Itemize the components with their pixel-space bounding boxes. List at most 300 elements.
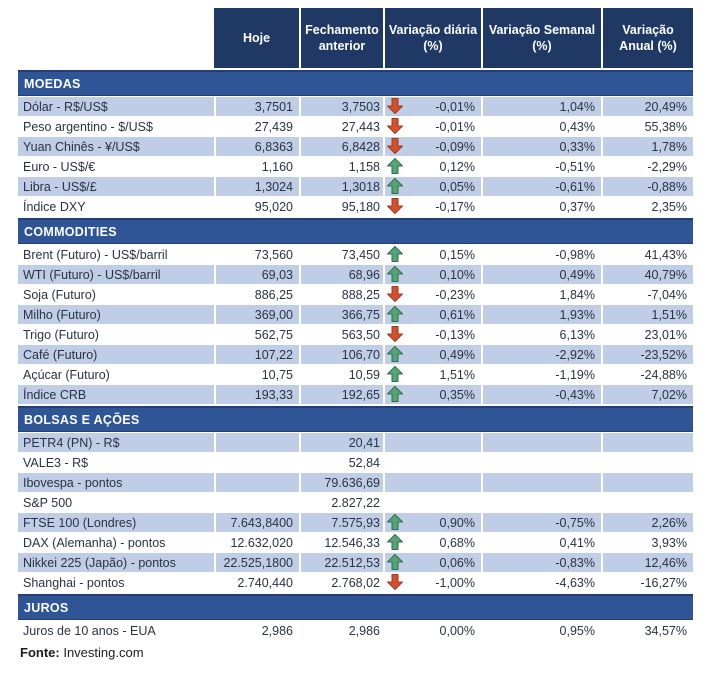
row-label <box>18 157 214 176</box>
value-hoje <box>214 305 299 324</box>
column-header-text: Variação Semanal <box>488 22 596 37</box>
row-label <box>18 137 214 156</box>
table-row-milho-futuro <box>18 305 693 324</box>
row-label <box>18 177 214 196</box>
value-variacao-diaria-text: -0,01% <box>435 119 475 134</box>
trend-down-icon <box>386 138 403 155</box>
value-hoje <box>214 573 299 592</box>
value-fechamento-anterior-text: 52,84 <box>348 455 380 470</box>
value-variacao-diaria-text: 0,06% <box>439 555 475 570</box>
value-fechamento-anterior-text: 10,59 <box>348 367 380 382</box>
column-header-anual <box>601 8 693 68</box>
value-hoje-text: 2,986 <box>261 623 293 638</box>
value-variacao-diaria-text: 0,61% <box>439 307 475 322</box>
value-fechamento-anterior-text: 888,25 <box>341 287 380 302</box>
value-hoje <box>214 433 299 452</box>
value-variacao-semanal-text: 0,37% <box>559 199 595 214</box>
row-label-text: VALE3 - R$ <box>23 455 89 470</box>
row-label-text: DAX (Alemanha) - pontos <box>23 535 166 550</box>
table-row-soja-futuro <box>18 285 693 304</box>
value-variacao-anual <box>601 305 693 324</box>
value-variacao-anual <box>601 553 693 572</box>
value-fechamento-anterior <box>299 157 383 176</box>
value-hoje-text: 3,7501 <box>254 99 293 114</box>
value-variacao-semanal <box>481 573 601 592</box>
value-fechamento-anterior <box>299 197 383 216</box>
row-label-text: Juros de 10 anos - EUA <box>23 623 156 638</box>
trend-up-icon <box>386 346 403 363</box>
value-hoje <box>214 137 299 156</box>
value-fechamento-anterior <box>299 365 383 384</box>
value-hoje-text: 193,33 <box>254 387 293 402</box>
value-variacao-diaria <box>383 305 481 324</box>
value-fechamento-anterior-text: 20,41 <box>348 435 380 450</box>
value-variacao-semanal-text: 0,95% <box>559 623 595 638</box>
value-variacao-semanal <box>481 245 601 264</box>
value-variacao-diaria <box>383 573 481 592</box>
value-variacao-diaria <box>383 385 481 404</box>
value-variacao-anual-text: -23,52% <box>640 347 687 362</box>
value-variacao-diaria-text: 0,05% <box>439 179 475 194</box>
column-header-text: (%) <box>532 39 552 53</box>
table-row-peso-argentino-us <box>18 117 693 136</box>
table-row-vale3-r <box>18 453 693 472</box>
row-label-text: Café (Futuro) <box>23 347 98 362</box>
value-variacao-diaria-text: -1,00% <box>435 575 475 590</box>
value-fechamento-anterior-text: 3,7503 <box>341 99 380 114</box>
value-variacao-diaria-text: 0,10% <box>439 267 475 282</box>
value-variacao-diaria <box>383 621 481 640</box>
row-label-text: Dólar - R$/US$ <box>23 99 108 114</box>
value-variacao-diaria <box>383 197 481 216</box>
trend-down-icon <box>386 198 403 215</box>
value-variacao-anual-text: 12,46% <box>644 555 687 570</box>
value-variacao-semanal-text: 6,13% <box>559 327 595 342</box>
value-fechamento-anterior-text: 7.575,93 <box>331 515 380 530</box>
value-fechamento-anterior <box>299 473 383 492</box>
header-spacer <box>18 8 214 68</box>
value-hoje-text: 7.643,8400 <box>230 515 293 530</box>
value-variacao-semanal <box>481 285 601 304</box>
value-hoje-text: 10,75 <box>261 367 293 382</box>
row-label-text: Índice CRB <box>23 387 87 402</box>
value-hoje <box>214 513 299 532</box>
value-variacao-diaria <box>383 177 481 196</box>
value-fechamento-anterior <box>299 385 383 404</box>
value-fechamento-anterior-text: 106,70 <box>341 347 380 362</box>
row-label <box>18 245 214 264</box>
value-variacao-diaria-text: -0,23% <box>435 287 475 302</box>
trend-up-icon <box>386 158 403 175</box>
table-row-ftse-100-londres <box>18 513 693 532</box>
table-row-brent-futuro-us-barril <box>18 245 693 264</box>
value-variacao-semanal <box>481 265 601 284</box>
value-fechamento-anterior-text: 563,50 <box>341 327 380 342</box>
row-label <box>18 453 214 472</box>
value-hoje-text: 27,439 <box>254 119 293 134</box>
value-variacao-semanal-text: 1,04% <box>559 99 595 114</box>
value-variacao-anual-text: -7,04% <box>647 287 687 302</box>
row-label <box>18 533 214 552</box>
row-label <box>18 365 214 384</box>
value-variacao-diaria <box>383 265 481 284</box>
column-headers <box>214 8 693 68</box>
value-fechamento-anterior <box>299 245 383 264</box>
trend-up-icon <box>386 178 403 195</box>
value-variacao-diaria <box>383 97 481 116</box>
value-variacao-anual <box>601 433 693 452</box>
table-row-wti-futuro-us-barril <box>18 265 693 284</box>
value-variacao-semanal <box>481 365 601 384</box>
value-variacao-anual-text: 55,38% <box>644 119 687 134</box>
value-hoje-text: 1,160 <box>261 159 293 174</box>
value-variacao-anual <box>601 197 693 216</box>
value-variacao-anual-text: -24,88% <box>640 367 687 382</box>
value-variacao-diaria <box>383 533 481 552</box>
value-variacao-semanal-text: 1,84% <box>559 287 595 302</box>
value-variacao-semanal <box>481 97 601 116</box>
value-hoje <box>214 177 299 196</box>
value-variacao-semanal <box>481 385 601 404</box>
trend-icon-empty <box>386 494 403 511</box>
trend-up-icon <box>386 266 403 283</box>
value-hoje <box>214 325 299 344</box>
value-fechamento-anterior-text: 2.827,22 <box>331 495 380 510</box>
value-variacao-semanal <box>481 157 601 176</box>
value-variacao-semanal-text: -0,83% <box>555 555 595 570</box>
value-variacao-anual-text: 2,35% <box>651 199 687 214</box>
value-fechamento-anterior-text: 1,158 <box>348 159 380 174</box>
row-label <box>18 305 214 324</box>
table-row-juros-de-10-anos-eua <box>18 621 693 640</box>
trend-icon-empty <box>386 454 403 471</box>
value-variacao-diaria-text: -0,13% <box>435 327 475 342</box>
trend-up-icon <box>386 514 403 531</box>
value-fechamento-anterior <box>299 265 383 284</box>
value-variacao-anual-text: 7,02% <box>651 387 687 402</box>
table-header-row <box>18 8 693 68</box>
value-variacao-anual-text: 41,43% <box>644 247 687 262</box>
table-row-ibovespa-pontos <box>18 473 693 492</box>
value-variacao-semanal-text: 1,93% <box>559 307 595 322</box>
value-hoje-text: 886,25 <box>254 287 293 302</box>
trend-up-icon <box>386 534 403 551</box>
value-variacao-semanal-text: -2,92% <box>555 347 595 362</box>
value-variacao-diaria-text: 0,49% <box>439 347 475 362</box>
value-variacao-diaria <box>383 365 481 384</box>
value-variacao-anual-text: -16,27% <box>640 575 687 590</box>
trend-down-icon <box>386 574 403 591</box>
column-header-fechamento <box>299 8 383 68</box>
row-label <box>18 493 214 512</box>
value-variacao-semanal <box>481 513 601 532</box>
value-hoje <box>214 365 299 384</box>
value-variacao-diaria <box>383 117 481 136</box>
row-label <box>18 97 214 116</box>
row-label-text: Shanghai - pontos <box>23 575 125 590</box>
value-hoje <box>214 385 299 404</box>
value-variacao-semanal-text: -4,63% <box>555 575 595 590</box>
value-variacao-diaria <box>383 453 481 472</box>
value-hoje <box>214 473 299 492</box>
section-header-bolsas-e-acoes <box>18 406 693 432</box>
table-row-nikkei-225-japao-pontos <box>18 553 693 572</box>
trend-up-icon <box>386 246 403 263</box>
row-label <box>18 553 214 572</box>
table-row-libra-us <box>18 177 693 196</box>
value-fechamento-anterior <box>299 325 383 344</box>
value-variacao-anual <box>601 345 693 364</box>
value-variacao-semanal <box>481 473 601 492</box>
value-fechamento-anterior-text: 12.546,33 <box>324 535 380 550</box>
value-variacao-anual <box>601 245 693 264</box>
value-variacao-semanal <box>481 197 601 216</box>
row-label-text: Nikkei 225 (Japão) - pontos <box>23 555 176 570</box>
row-label <box>18 265 214 284</box>
row-label-text: Trigo (Futuro) <box>23 327 99 342</box>
trend-icon-empty <box>386 434 403 451</box>
value-variacao-anual-text: 2,26% <box>651 515 687 530</box>
value-variacao-semanal <box>481 493 601 512</box>
value-variacao-anual-text: 23,01% <box>644 327 687 342</box>
value-variacao-semanal <box>481 345 601 364</box>
value-variacao-anual-text: 34,57% <box>644 623 687 638</box>
table-row-cafe-futuro <box>18 345 693 364</box>
value-variacao-diaria <box>383 513 481 532</box>
value-variacao-semanal <box>481 621 601 640</box>
value-variacao-anual <box>601 493 693 512</box>
row-label <box>18 117 214 136</box>
value-variacao-anual <box>601 325 693 344</box>
value-variacao-semanal-text: 0,33% <box>559 139 595 154</box>
value-hoje-text: 73,560 <box>254 247 293 262</box>
row-label <box>18 573 214 592</box>
value-fechamento-anterior-text: 2.768,02 <box>331 575 380 590</box>
column-header-text: Hoje <box>242 30 271 45</box>
row-label-text: Milho (Futuro) <box>23 307 101 322</box>
value-variacao-diaria <box>383 473 481 492</box>
source-label: Fonte: <box>20 645 60 660</box>
table-row-yuan-chines-us <box>18 137 693 156</box>
column-header-hoje <box>214 8 299 68</box>
value-variacao-anual-text: -2,29% <box>647 159 687 174</box>
value-variacao-anual <box>601 117 693 136</box>
value-hoje <box>214 453 299 472</box>
table-row-dax-alemanha-pontos <box>18 533 693 552</box>
value-fechamento-anterior <box>299 285 383 304</box>
column-header-text: anterior <box>318 39 366 53</box>
table-row-petr4-pn-r <box>18 433 693 452</box>
section-title: MOEDAS <box>24 76 81 91</box>
value-variacao-semanal <box>481 453 601 472</box>
table-body <box>18 70 693 640</box>
value-variacao-anual <box>601 513 693 532</box>
value-hoje <box>214 621 299 640</box>
value-variacao-diaria-text: 0,00% <box>439 623 475 638</box>
column-header-text: Variação diária <box>388 22 478 37</box>
value-hoje <box>214 117 299 136</box>
value-variacao-anual-text: -0,88% <box>647 179 687 194</box>
table-row-shanghai-pontos <box>18 573 693 592</box>
value-variacao-semanal <box>481 533 601 552</box>
value-hoje <box>214 245 299 264</box>
row-label <box>18 433 214 452</box>
value-hoje <box>214 553 299 572</box>
value-hoje <box>214 493 299 512</box>
value-variacao-diaria-text: 0,35% <box>439 387 475 402</box>
value-variacao-diaria <box>383 245 481 264</box>
value-variacao-anual <box>601 137 693 156</box>
row-label <box>18 385 214 404</box>
row-label-text: WTI (Futuro) - US$/barril <box>23 267 161 282</box>
value-hoje <box>214 157 299 176</box>
column-header-text: Fechamento <box>305 22 379 37</box>
value-variacao-semanal-text: 0,43% <box>559 119 595 134</box>
column-header-text: (%) <box>423 39 443 53</box>
trend-down-icon <box>386 286 403 303</box>
value-variacao-diaria-text: 1,51% <box>439 367 475 382</box>
value-variacao-anual-text: 20,49% <box>644 99 687 114</box>
value-variacao-anual <box>601 365 693 384</box>
value-fechamento-anterior <box>299 493 383 512</box>
value-variacao-anual <box>601 285 693 304</box>
value-variacao-anual <box>601 621 693 640</box>
value-variacao-diaria-text: 0,68% <box>439 535 475 550</box>
value-hoje-text: 107,22 <box>254 347 293 362</box>
trend-up-icon <box>386 554 403 571</box>
table-row-trigo-futuro <box>18 325 693 344</box>
row-label <box>18 513 214 532</box>
value-variacao-anual <box>601 533 693 552</box>
value-variacao-diaria <box>383 137 481 156</box>
value-variacao-semanal <box>481 305 601 324</box>
source-value: Investing.com <box>63 645 144 660</box>
row-label <box>18 473 214 492</box>
trend-up-icon <box>386 366 403 383</box>
trend-icon-empty <box>386 622 403 639</box>
value-fechamento-anterior-text: 2,986 <box>348 623 380 638</box>
value-variacao-diaria-text: -0,01% <box>435 99 475 114</box>
value-hoje-text: 2.740,440 <box>237 575 293 590</box>
row-label-text: Índice DXY <box>23 199 86 214</box>
value-variacao-semanal-text: -0,75% <box>555 515 595 530</box>
column-header-text: Anual (%) <box>619 39 677 53</box>
value-fechamento-anterior-text: 1,3018 <box>341 179 380 194</box>
value-variacao-semanal <box>481 117 601 136</box>
row-label-text: PETR4 (PN) - R$ <box>23 435 120 450</box>
value-fechamento-anterior <box>299 137 383 156</box>
value-variacao-anual <box>601 453 693 472</box>
source-note <box>18 645 693 660</box>
value-variacao-semanal-text: -0,61% <box>555 179 595 194</box>
value-variacao-anual-text: 40,79% <box>644 267 687 282</box>
trend-up-icon <box>386 306 403 323</box>
value-fechamento-anterior-text: 366,75 <box>341 307 380 322</box>
value-fechamento-anterior <box>299 453 383 472</box>
row-label <box>18 345 214 364</box>
value-variacao-diaria-text: -0,17% <box>435 199 475 214</box>
value-variacao-diaria <box>383 325 481 344</box>
trend-down-icon <box>386 98 403 115</box>
row-label-text: FTSE 100 (Londres) <box>23 515 137 530</box>
table-row-acucar-futuro <box>18 365 693 384</box>
section-header-moedas <box>18 70 693 96</box>
value-variacao-semanal <box>481 433 601 452</box>
value-variacao-anual <box>601 157 693 176</box>
value-variacao-diaria <box>383 285 481 304</box>
value-fechamento-anterior-text: 73,450 <box>341 247 380 262</box>
row-label <box>18 325 214 344</box>
value-variacao-diaria <box>383 345 481 364</box>
row-label-text: Brent (Futuro) - US$/barril <box>23 247 168 262</box>
value-variacao-anual <box>601 473 693 492</box>
value-variacao-diaria-text: -0,09% <box>435 139 475 154</box>
value-fechamento-anterior <box>299 305 383 324</box>
table-row-s-p-500 <box>18 493 693 512</box>
value-variacao-diaria-text: 0,12% <box>439 159 475 174</box>
column-header-text: Variação <box>622 22 674 37</box>
value-variacao-anual <box>601 573 693 592</box>
value-variacao-anual-text: 1,78% <box>651 139 687 154</box>
row-label-text: Ibovespa - pontos <box>23 475 123 490</box>
section-header-commodities <box>18 218 693 244</box>
value-hoje <box>214 533 299 552</box>
value-fechamento-anterior <box>299 533 383 552</box>
value-variacao-semanal-text: -0,51% <box>555 159 595 174</box>
table-row-euro-us <box>18 157 693 176</box>
trend-down-icon <box>386 118 403 135</box>
value-hoje-text: 95,020 <box>254 199 293 214</box>
value-fechamento-anterior-text: 22.512,53 <box>324 555 380 570</box>
value-variacao-semanal <box>481 553 601 572</box>
value-variacao-anual <box>601 177 693 196</box>
value-hoje <box>214 97 299 116</box>
row-label-text: Peso argentino - $/US$ <box>23 119 153 134</box>
value-variacao-semanal-text: 0,49% <box>559 267 595 282</box>
value-hoje-text: 1,3024 <box>254 179 293 194</box>
value-fechamento-anterior <box>299 433 383 452</box>
value-fechamento-anterior <box>299 345 383 364</box>
value-hoje <box>214 265 299 284</box>
row-label-text: Libra - US$/£ <box>23 179 97 194</box>
value-variacao-semanal <box>481 177 601 196</box>
value-fechamento-anterior <box>299 177 383 196</box>
value-variacao-anual-text: 3,93% <box>651 535 687 550</box>
value-variacao-semanal-text: 0,41% <box>559 535 595 550</box>
value-variacao-anual-text: 1,51% <box>651 307 687 322</box>
section-title: BOLSAS E AÇÕES <box>24 412 140 427</box>
value-fechamento-anterior <box>299 553 383 572</box>
value-fechamento-anterior <box>299 97 383 116</box>
value-variacao-semanal <box>481 137 601 156</box>
value-variacao-anual <box>601 97 693 116</box>
value-fechamento-anterior-text: 27,443 <box>341 119 380 134</box>
value-variacao-diaria-text: 0,15% <box>439 247 475 262</box>
trend-icon-empty <box>386 474 403 491</box>
value-fechamento-anterior <box>299 513 383 532</box>
table-row-indice-dxy <box>18 197 693 216</box>
row-label-text: Soja (Futuro) <box>23 287 96 302</box>
value-hoje-text: 69,03 <box>261 267 293 282</box>
value-fechamento-anterior <box>299 573 383 592</box>
value-fechamento-anterior-text: 192,65 <box>341 387 380 402</box>
value-hoje <box>214 345 299 364</box>
value-hoje-text: 22.525,1800 <box>223 555 293 570</box>
section-title: COMMODITIES <box>24 224 117 239</box>
value-hoje-text: 6,8363 <box>254 139 293 154</box>
table-row-indice-crb <box>18 385 693 404</box>
value-hoje-text: 12.632,020 <box>230 535 293 550</box>
